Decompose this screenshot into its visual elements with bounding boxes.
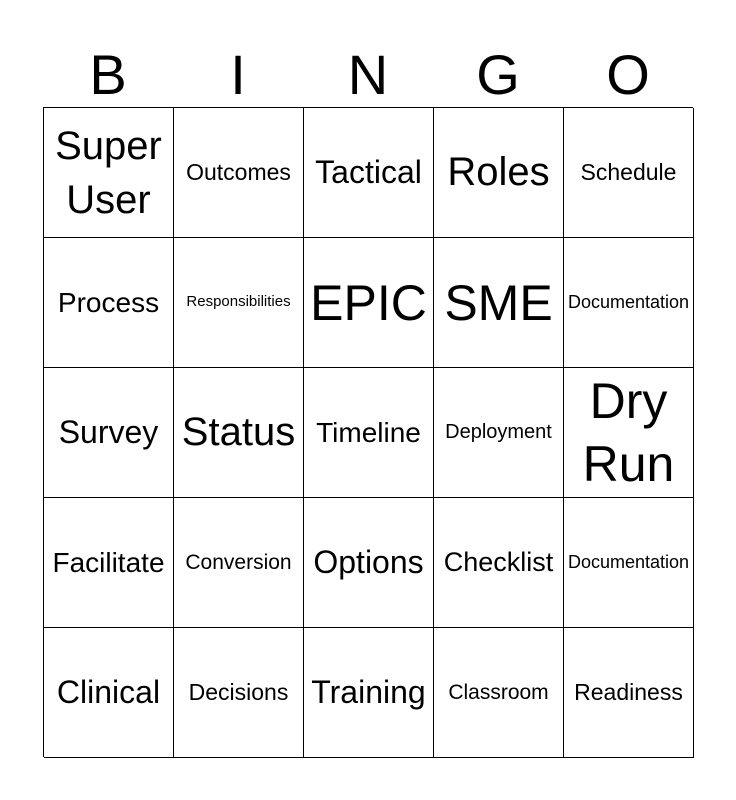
bingo-cell[interactable]: Facilitate [44,498,174,628]
bingo-cell[interactable]: Clinical [44,628,174,758]
bingo-cell[interactable]: Decisions [174,628,304,758]
bingo-board [43,107,693,757]
bingo-cell[interactable]: Deployment [434,368,564,498]
bingo-cell[interactable]: Readiness [564,628,694,758]
bingo-cell[interactable]: Conversion [174,498,304,628]
bingo-cell[interactable]: Outcomes [174,108,304,238]
bingo-cell[interactable]: Status [174,368,304,498]
header-letter-o: O [606,43,650,106]
header-letter-i: I [230,43,246,106]
bingo-cell[interactable]: Schedule [564,108,694,238]
bingo-header [43,42,693,108]
bingo-cell[interactable]: SME [434,238,564,368]
header-letter-b: B [89,43,127,106]
bingo-cell[interactable]: Options [304,498,434,628]
bingo-cell[interactable]: Survey [44,368,174,498]
bingo-cell[interactable]: EPIC [304,238,434,368]
bingo-cell[interactable]: Timeline [304,368,434,498]
bingo-cell[interactable]: Super User [44,108,174,238]
bingo-cell[interactable]: Checklist [434,498,564,628]
header-letter-g: G [476,43,520,106]
bingo-cell[interactable]: Documentation [564,498,694,628]
bingo-cell[interactable]: Documentation [564,238,694,368]
header-letter-n: N [347,43,389,106]
bingo-cell[interactable]: Roles [434,108,564,238]
bingo-cell[interactable]: Dry Run [564,368,694,498]
bingo-cell[interactable]: Training [304,628,434,758]
bingo-cell[interactable]: Responsibilities [174,238,304,368]
bingo-cell[interactable]: Classroom [434,628,564,758]
bingo-cell[interactable]: Process [44,238,174,368]
bingo-cell[interactable]: Tactical [304,108,434,238]
